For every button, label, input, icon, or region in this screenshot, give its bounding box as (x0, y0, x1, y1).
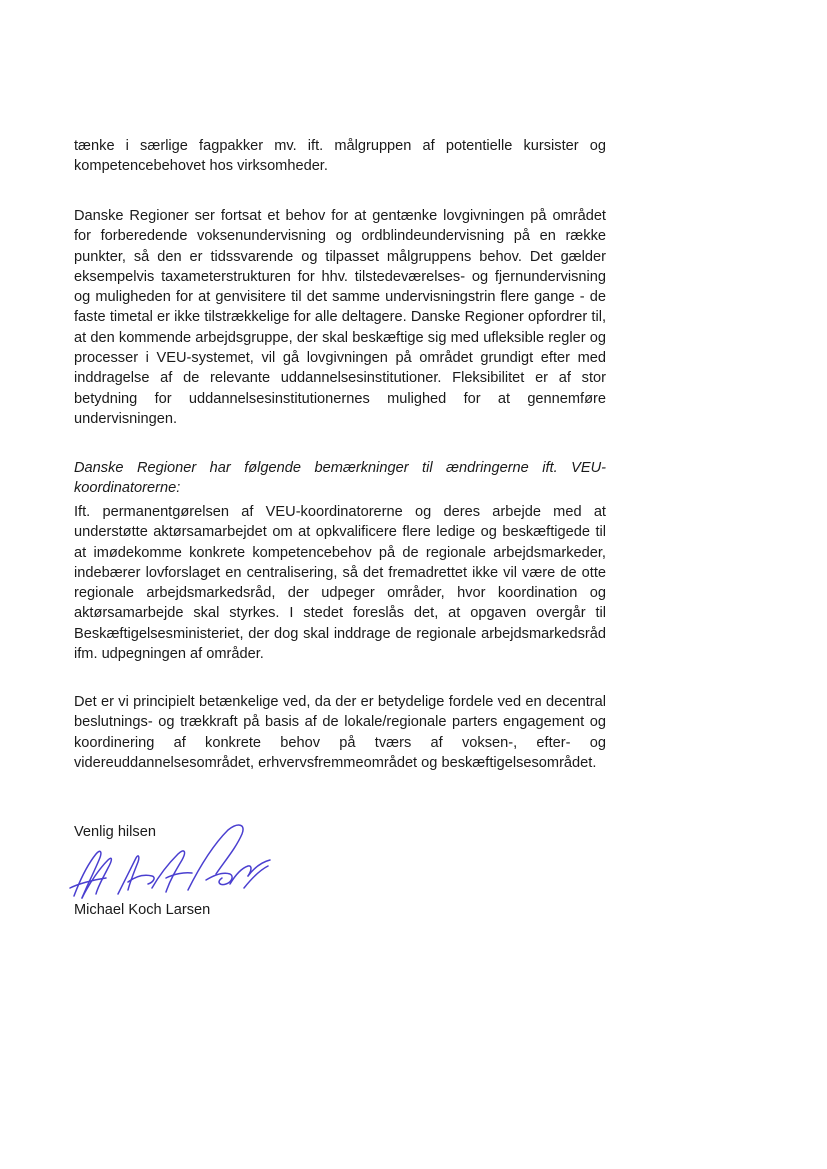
signatory-name: Michael Koch Larsen (74, 902, 211, 918)
paragraph-fvu-legislation: Danske Regioner ser fortsat et behov for at gentænke lovgivningen på området for forberedende voksenundervisning og ordblindeundervisning på en række punkter, så den er tidssvarende og tilpasset målgruppens behov. Det gælder eksempelvis taxameterstrukturen for hhv. tilstedeværelses- og fjernundervisning og muligheden for at genvisitere til det samme undervisningstrin flere gange - de faste timetal er ikke tilstrækkelige for alle deltagere. Danske Regioner opfordrer til, at den kommende arbejdsgruppe, der skal beskæftige sig med ufleksible regler og processer i VEU-systemet, vil gå lovgivningen på området grundigt efter med inddragelse af de relevante uddannelsesinstitutioner. Fleksibilitet er af stor betydning for uddannelsesinstitutionernes mulighed for at gennemføre undervisningen. (74, 208, 606, 427)
handwritten-signature (66, 818, 276, 908)
paragraph-concerns: Det er vi principielt betænkelige ved, da der er betydelige fordele ved en decentral beslutnings- og trækkraft på basis af de lokale/regionale parters engagement og koordinering af konkrete behov på tværs af voksen-, efter- og videreuddannelsesområdet, erhvervsfremmeområdet og beskæftigelsesområdet. (74, 694, 606, 771)
paragraph-veu-heading: Danske Regioner har følgende bemærkninger til ændringerne ift. VEU-koordinatorerne: (74, 460, 606, 497)
closing-greeting: Venlig hilsen (74, 824, 156, 840)
paragraph-intro-continuation: tænke i særlige fagpakker mv. ift. målgruppen af potentielle kursister og kompetencebehovet hos virksomheder. (74, 138, 606, 175)
paragraph-veu-coordinators: Ift. permanentgørelsen af VEU-koordinatorerne og deres arbejde med at understøtte aktørsamarbejdet om at opkvalificere flere ledige og beskæftigede til at imødekomme konkrete kompetencebehov på de regionale arbejdsmarkeder, indebærer lovforslaget en centralisering, så det fremadrettet ikke vil være de otte regionale arbejdsmarkedsråd, der udpeger områder, hvor koordination og aktørsamarbejde skal styrkes. I stedet foreslås det, at opgaven overgår til Beskæftigelsesministeriet, der dog skal inddrage de regionale arbejdsmarkedsråd ifm. udpegningen af områder. (74, 504, 606, 663)
